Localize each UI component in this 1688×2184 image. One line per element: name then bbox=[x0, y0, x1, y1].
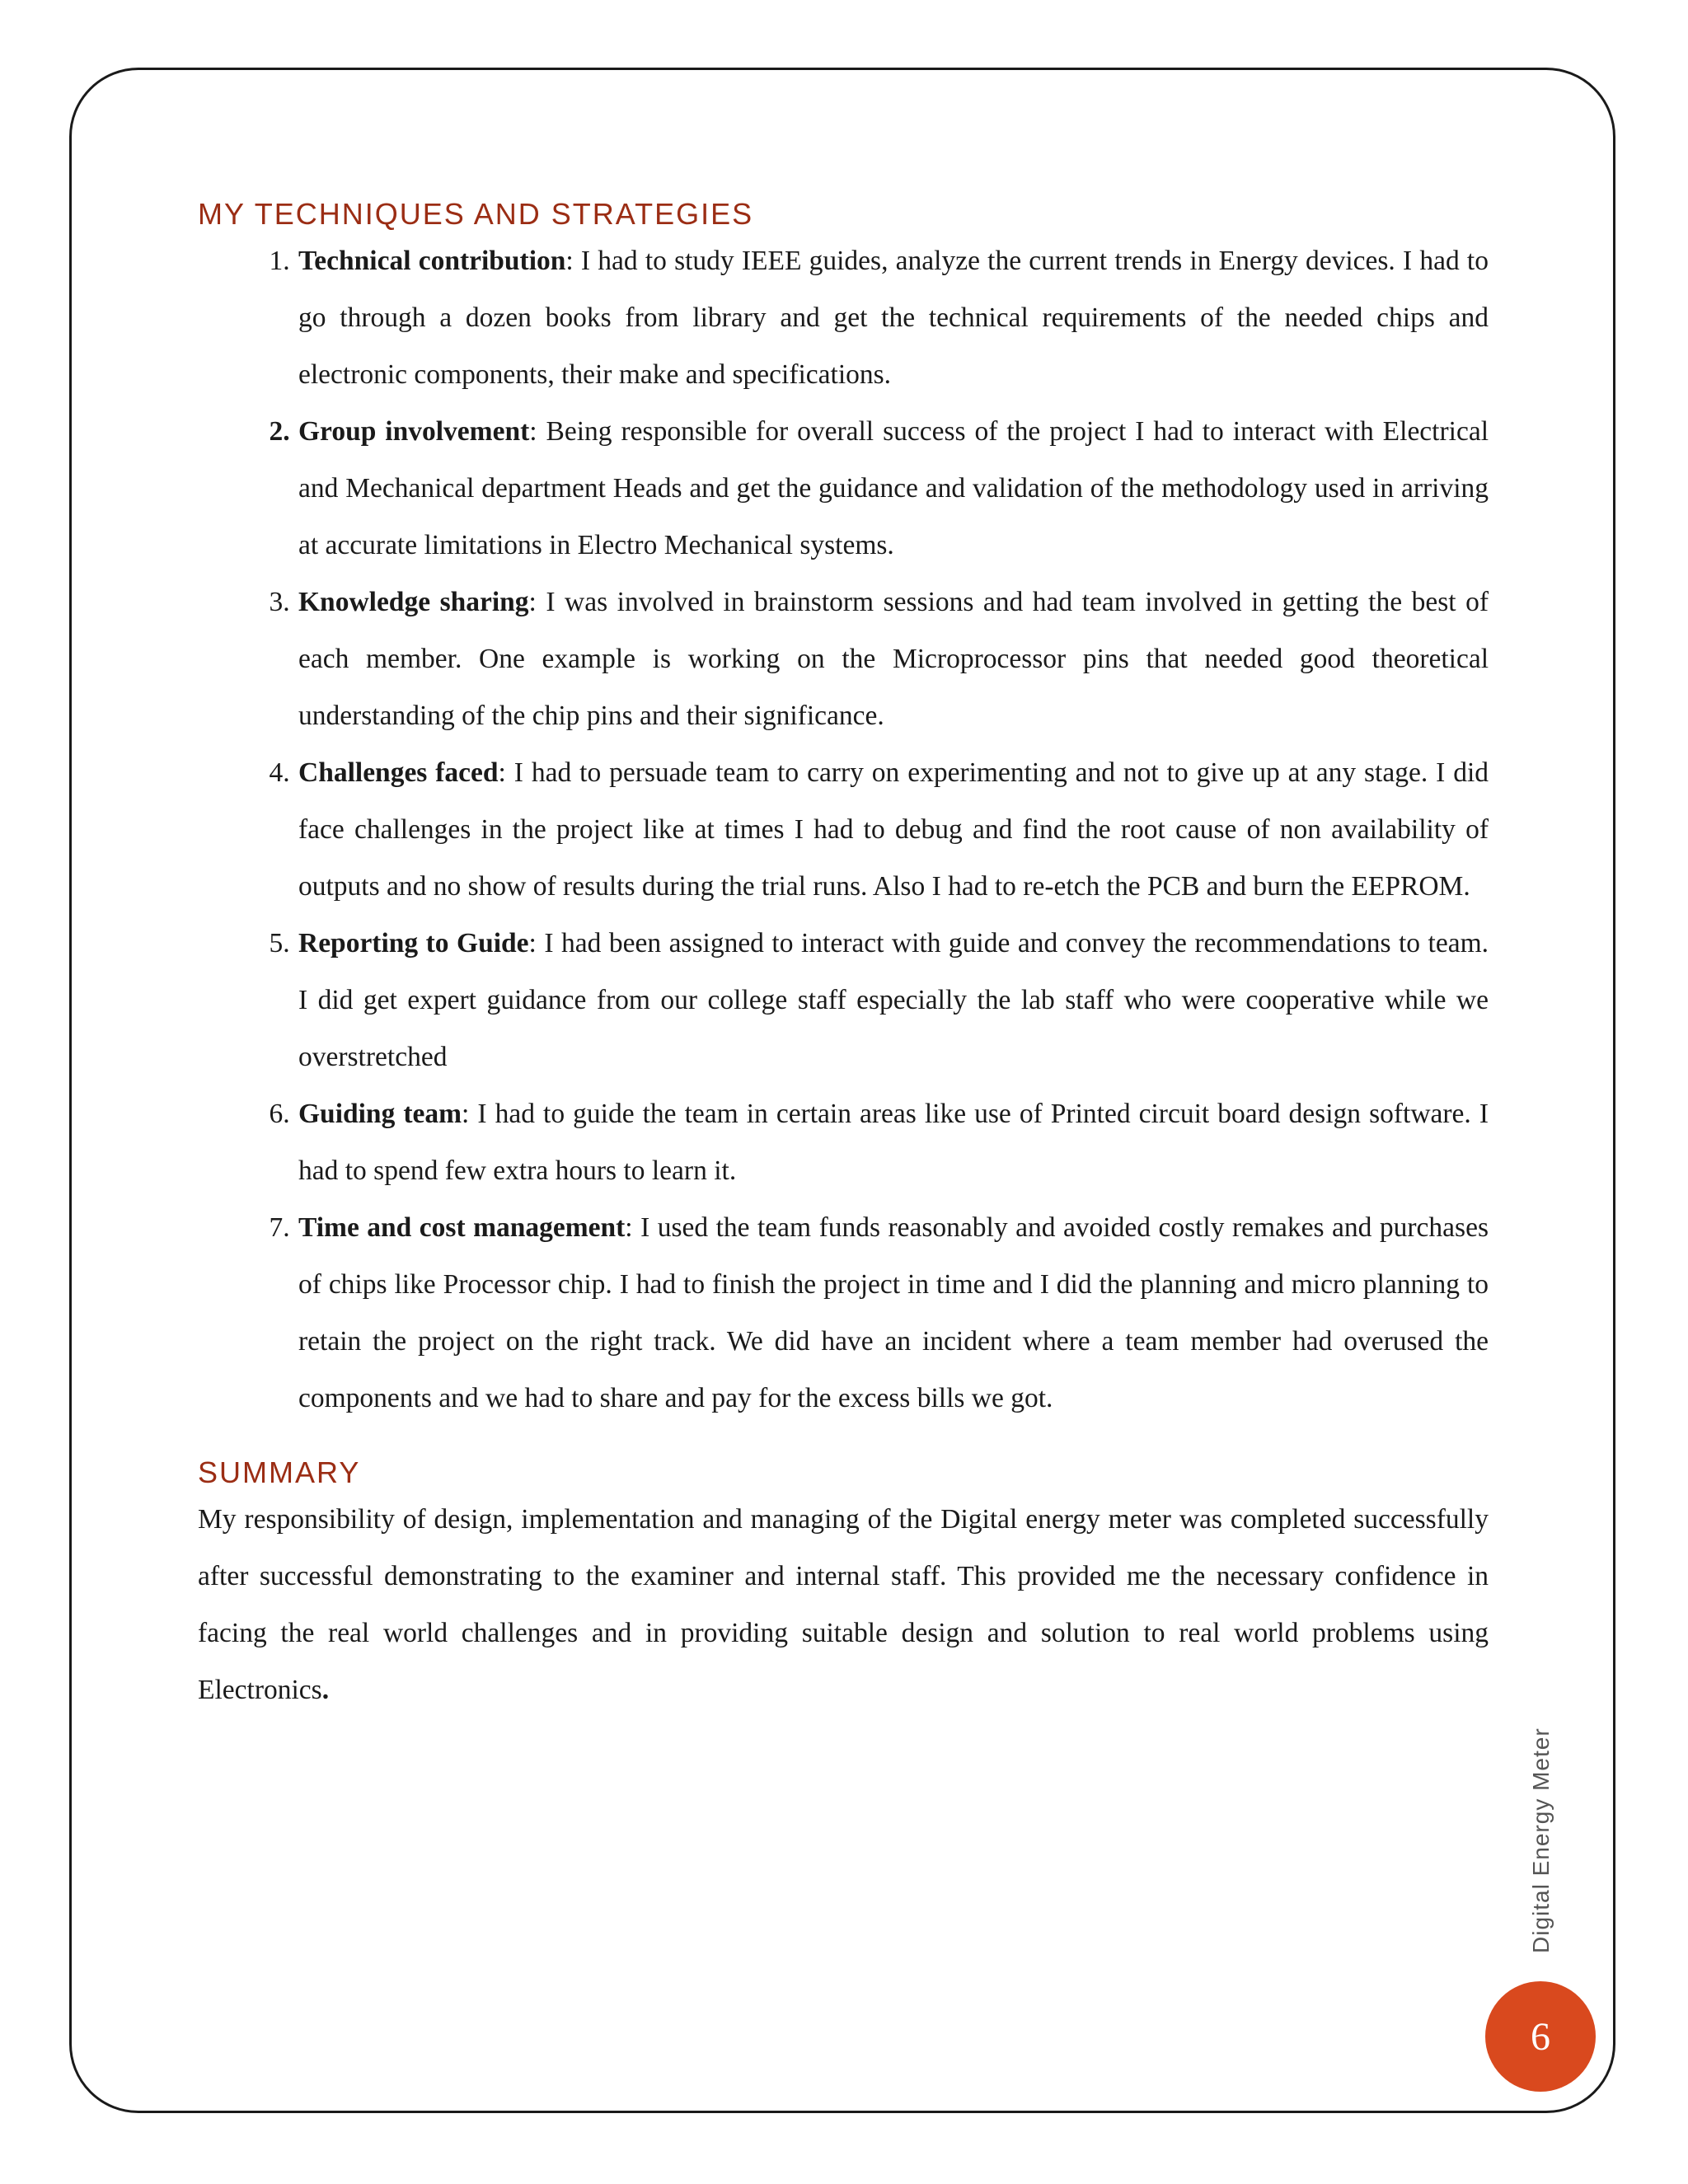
item-term: Reporting to Guide bbox=[298, 928, 529, 958]
item-text: : I had to guide the team in certain areas like use of Printed circuit board design software. I had to spend few extra hours to learn it. bbox=[298, 1099, 1489, 1186]
item-text: : I had been assigned to interact with guide and convey the recommendations to team. I did get expert guidance from our college staff especially the lab staff who were cooperative while we overstretched bbox=[298, 928, 1489, 1072]
item-term: Guiding team bbox=[298, 1099, 462, 1129]
page-content bbox=[198, 196, 1489, 1718]
techniques-list bbox=[198, 232, 1489, 1427]
techniques-heading: MY TECHNIQUES AND STRATEGIES bbox=[198, 197, 754, 231]
item-text: : I used the team funds reasonably and avoided costly remakes and purchases of chips like Processor chip. I had to finish the project in time and I did the planning and micro planning to retain the project on the right track. We did have an incident where a team member had overused the components and we had to share and pay for the excess bills we got. bbox=[298, 1212, 1489, 1413]
item-text: : I had to persuade team to carry on experimenting and not to give up at any stage. I did face challenges in the project like at times I had to debug and find the root cause of non availability of outputs and no show of results during the trial runs. Also I had to re-etch the PCB and burn the EEPROM. bbox=[298, 757, 1489, 902]
item-term: Time and cost management bbox=[298, 1212, 626, 1243]
page-number: 6 bbox=[1531, 2014, 1550, 2059]
list-item bbox=[297, 574, 1489, 744]
list-item bbox=[297, 744, 1489, 915]
summary-heading: SUMMARY bbox=[198, 1455, 361, 1489]
page-number-badge bbox=[1485, 1981, 1596, 2092]
item-text: : I had to study IEEE guides, analyze the current trends in Energy devices. I had to go through a dozen books from library and get the technical requirements of the needed chips and electronic components, their make and specifications. bbox=[298, 246, 1489, 390]
item-term: Technical contribution bbox=[298, 246, 566, 276]
item-term: Group involvement bbox=[298, 416, 530, 447]
side-document-title: Digital Energy Meter bbox=[1528, 1727, 1554, 1953]
item-text: : I was involved in brainstorm sessions and had team involved in getting the best of each member. One example is working on the Microprocessor pins that needed good theoretical understanding of the chip pins and their significance. bbox=[298, 587, 1489, 731]
list-item bbox=[297, 1199, 1489, 1427]
list-item bbox=[297, 1085, 1489, 1199]
item-term: Challenges faced bbox=[298, 757, 499, 788]
list-item bbox=[297, 403, 1489, 574]
summary-text: My responsibility of design, implementation and managing of the Digital energy meter was completed successfully after successful demonstrating to the examiner and internal staff. This provided me the necessary confidence in facing the real world challenges and in providing suitable design and solution to real world problems using Electronics bbox=[198, 1504, 1489, 1705]
list-item bbox=[297, 915, 1489, 1085]
list-item bbox=[297, 232, 1489, 403]
item-text: : Being responsible for overall success of the project I had to interact with Electrical and Mechanical department Heads and get the guidance and validation of the methodology used in arriving at accurate limitations in Electro Mechanical systems. bbox=[298, 416, 1489, 560]
item-term: Knowledge sharing bbox=[298, 587, 529, 617]
summary-paragraph bbox=[198, 1491, 1489, 1718]
summary-end-mark: . bbox=[321, 1675, 330, 1705]
